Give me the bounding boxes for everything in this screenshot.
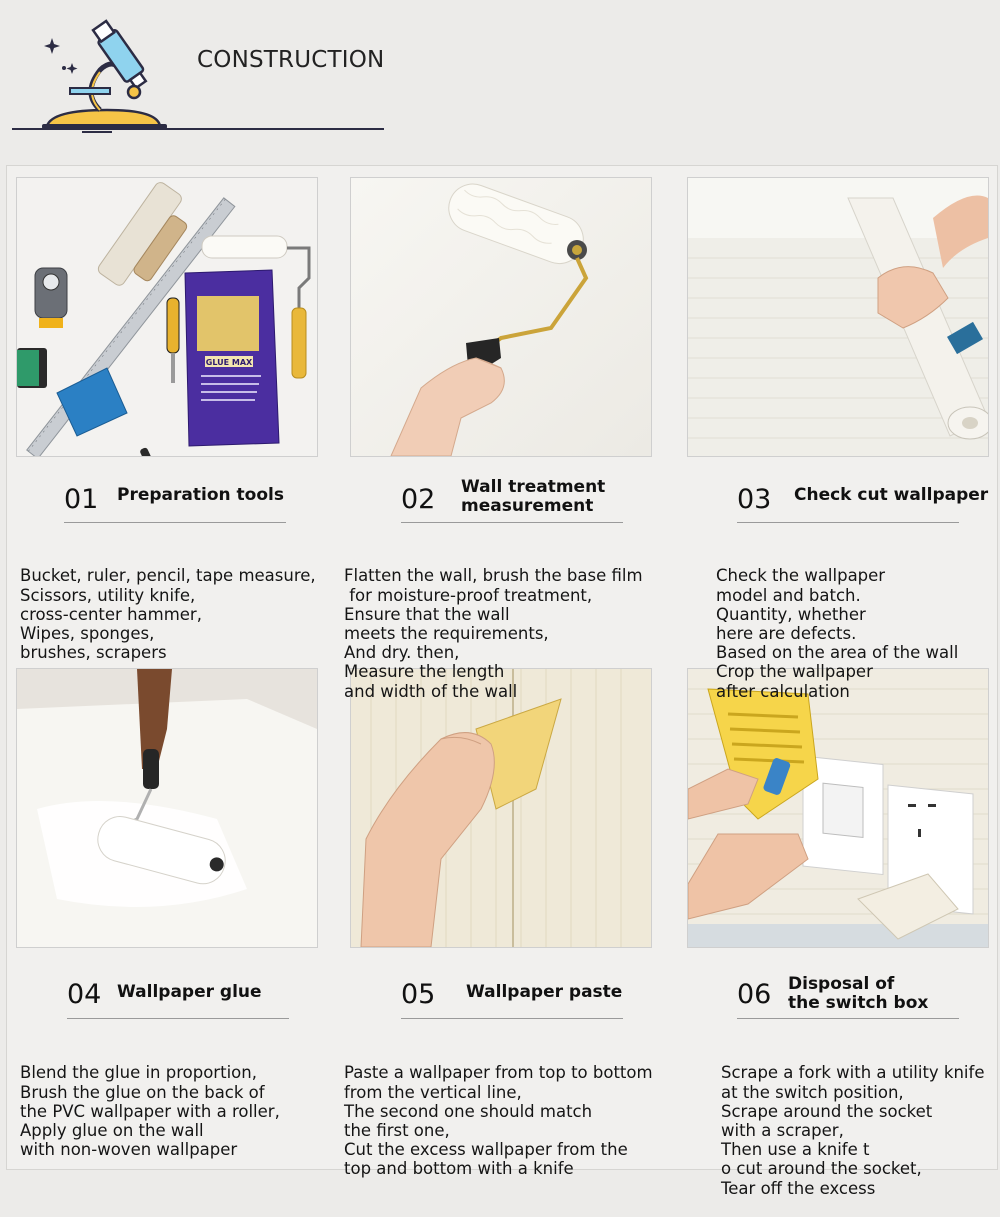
step-6-divider xyxy=(737,1018,959,1019)
step-4-description: Blend the glue in proportion, Brush the glue on the back of the PVC wallpaper with a roller, Apply glue on the wall with non-woven wallpaper xyxy=(20,1063,280,1160)
step-3-divider xyxy=(737,522,959,523)
step-4-number: 04 xyxy=(67,979,102,1010)
header-divider xyxy=(12,128,384,130)
step-5-divider xyxy=(401,1018,623,1019)
step-6-title: Disposal of the switch box xyxy=(788,974,929,1013)
step-1-description: Bucket, ruler, pencil, tape measure, Scissors, utility knife, cross-center hammer, Wipes, sponges, brushes, scrapers xyxy=(20,566,316,663)
step-2-title: Wall treatment measurement xyxy=(461,477,606,516)
step-2-description: Flatten the wall, brush the base film for moisture-proof treatment, Ensure that the wall meets the requirements, And dry. then, Measure the length and width of the wall xyxy=(344,566,643,701)
step-3-number: 03 xyxy=(737,484,772,515)
step-5-number: 05 xyxy=(401,979,436,1010)
step-1-title: Preparation tools xyxy=(117,485,284,505)
step-5-title: Wallpaper paste xyxy=(466,982,623,1002)
step-4-title: Wallpaper glue xyxy=(117,982,262,1002)
step-1-divider xyxy=(64,522,286,523)
step-2-divider xyxy=(401,522,623,523)
roller-photo xyxy=(350,177,652,457)
step-3-title: Check cut wallpaper xyxy=(794,485,989,505)
glue-package-label: GLUE MAX xyxy=(205,358,253,367)
step-2-number: 02 xyxy=(401,484,436,515)
step-5-description: Paste a wallpaper from top to bottom from the vertical line, The second one should match the first one, Cut the excess wallpaper from the top and bottom with a knife xyxy=(344,1063,653,1179)
tools-photo xyxy=(16,177,318,457)
page-title: CONSTRUCTION xyxy=(197,47,385,73)
step-6-description: Scrape a fork with a utility knife at the switch position, Scrape around the socket with a scraper, Then use a knife t o cut around the socket, Tear off the excess xyxy=(721,1063,985,1198)
step-4-divider xyxy=(67,1018,289,1019)
step-6-number: 06 xyxy=(737,979,772,1010)
glue-roller-photo xyxy=(16,668,318,948)
step-3-description: Check the wallpaper model and batch. Quantity, whether here are defects. Based on the area of the wall Crop the wallpaper after calculation xyxy=(716,566,959,701)
step-1-number: 01 xyxy=(64,484,99,515)
wallpaper-roll-photo xyxy=(687,177,989,457)
microscope-icon xyxy=(12,8,187,138)
